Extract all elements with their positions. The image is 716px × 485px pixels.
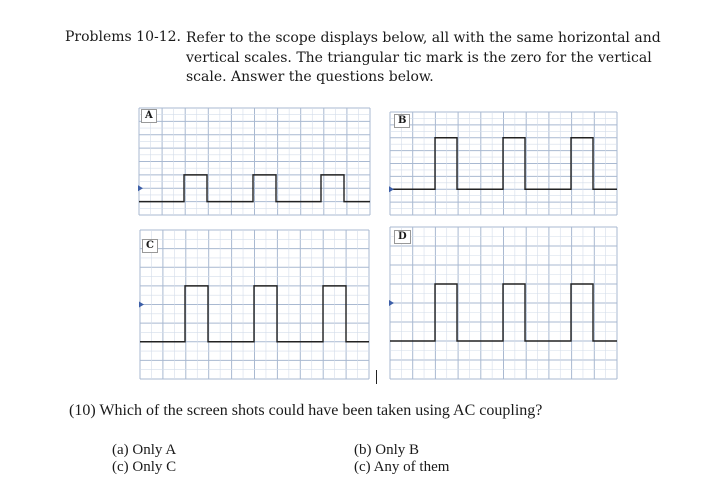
scope-a: [138, 107, 371, 216]
scope-a-screen: [138, 107, 371, 216]
scope-b-screen: [389, 111, 618, 216]
scope-d-screen: [389, 226, 618, 380]
zero-marker-icon: [389, 300, 394, 306]
scope-b: [389, 111, 618, 216]
scope-a-label: A: [141, 109, 157, 123]
scope-c-screen: [139, 229, 370, 380]
scope-b-label: B: [394, 114, 410, 128]
problem-instructions: Refer to the scope displays below, all with the same horizontal and vertical scales. The triangular tic mark is the zero for the vertical scale. Answer the questions below.: [186, 30, 661, 85]
zero-marker-icon: [138, 185, 143, 191]
question-10: (10) Which of the screen shots could have been taken using AC coupling?: [69, 402, 543, 419]
choice-b: (b) Only B: [354, 442, 419, 458]
choice-d: (c) Any of them: [354, 459, 450, 475]
scope-d: [389, 226, 618, 380]
zero-marker-icon: [139, 302, 144, 308]
zero-marker-icon: [389, 186, 394, 192]
scope-c: [139, 229, 370, 380]
choice-c: (c) Only C: [112, 459, 177, 475]
problem-label: Problems 10-12.: [65, 29, 181, 45]
text-cursor: [376, 370, 377, 384]
scope-c-label: C: [142, 239, 158, 253]
scope-d-label: D: [394, 230, 411, 244]
choice-a: (a) Only A: [112, 442, 177, 458]
